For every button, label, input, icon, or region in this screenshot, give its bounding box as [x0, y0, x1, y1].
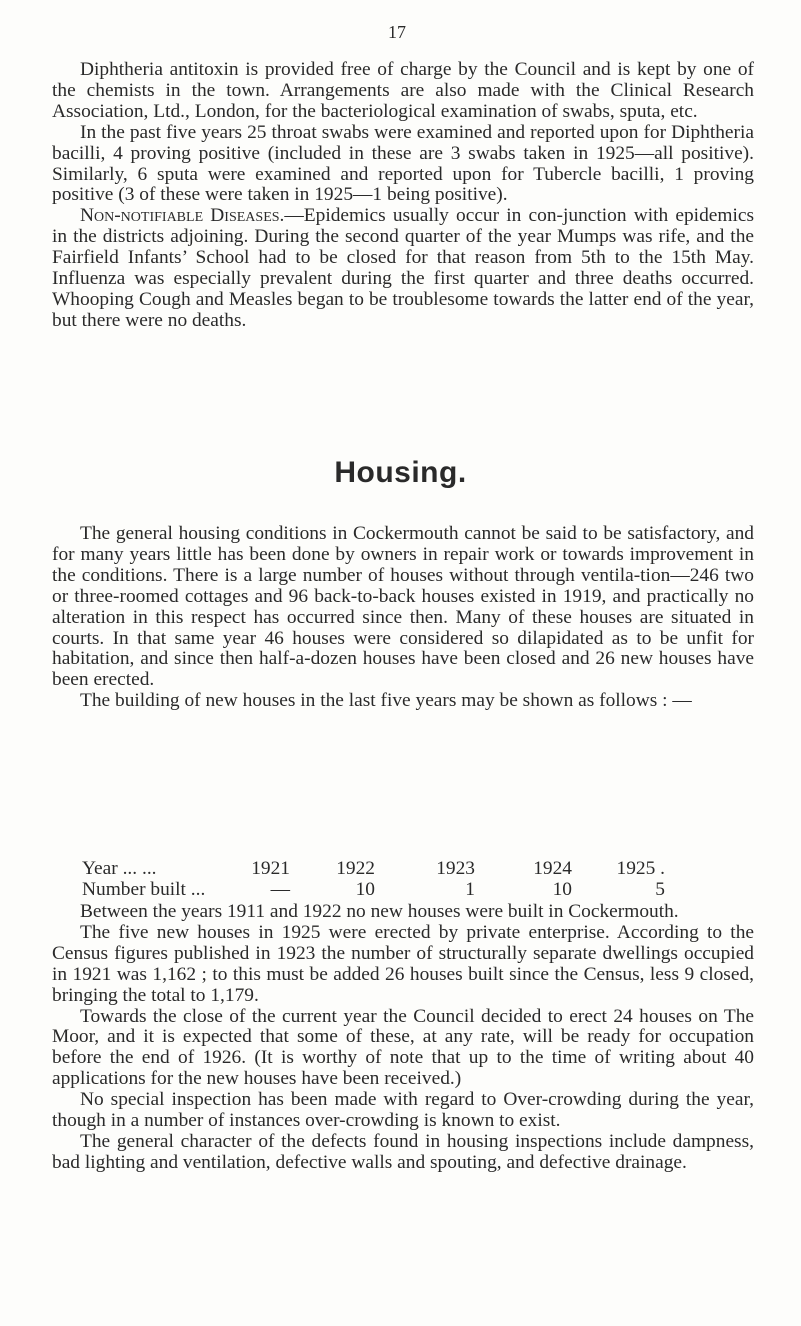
after-table-section	[52, 902, 754, 1174]
paragraph-housing-conditions: The general housing conditions in Cockermouth cannot be said to be satisfactory, and for many years little has been done by owners in repair work or towards improvement in the conditions. There is a large number of houses without through ventila-tion—246 two or three-roomed cottages and 96 back-to-back houses existed in 1919, and practically no alteration in this respect has occurred since then. Many of these houses are situated in courts. In that same year 46 houses were considered so dilapidated as to be unfit for habitation, and since then half-a-dozen houses have been closed and 26 new houses have been erected.	[52, 523, 754, 691]
intro-section	[52, 60, 754, 332]
paragraph-building-intro: The building of new houses in the last five years may be shown as follows : —	[80, 690, 692, 712]
page-number: 17	[388, 22, 406, 42]
table-built-cell: 5	[655, 879, 665, 900]
table-built-cell: 1	[465, 879, 475, 900]
table-year-cell: 1923	[436, 858, 475, 879]
table-year-cell: 1924	[533, 858, 572, 879]
table-year-cell: 1925 .	[616, 858, 665, 879]
paragraph-overcrowding: No special inspection has been made with regard to Over-crowding during the year, though in a number of instances over-crowding is known to exist.	[52, 1089, 754, 1132]
table-row-year	[82, 858, 762, 879]
table-year-cell: 1921	[251, 858, 290, 879]
housing-heading: Housing.	[334, 456, 467, 489]
paragraph-defects: The general character of the defects found in housing inspections include dampness, bad lighting and ventilation, defective walls and spouting, and defective drainage.	[52, 1130, 754, 1173]
table-built-cell: —	[270, 879, 290, 900]
paragraph-council-houses: Towards the close of the current year the Council decided to erect 24 houses on The Moor, and it is expected that some of these, at any rate, will be ready for occupation before the end of 1926. (It is worthy of note that up to the time of writing about 40 applications for the new houses have been received.)	[52, 1005, 754, 1090]
table-built-cell: 10	[552, 879, 572, 900]
paragraph-swabs-examined: In the past five years 25 throat swabs were examined and reported upon for Diphtheria bacilli, 4 proving positive (included in these are 3 swabs taken in 1925—all positive). Similarly, 6 sputa were examined and reported upon for Tubercle bacilli, 1 proving positive (3 of these were taken in 1925—1 being positive).	[52, 121, 754, 206]
houses-built-table	[82, 858, 762, 900]
paragraph-no-new-houses: Between the years 1911 and 1922 no new houses were built in Cockermouth.	[80, 901, 679, 922]
table-label-year: Year ... ...	[82, 858, 157, 879]
table-built-cell: 10	[355, 879, 375, 900]
paragraph-census-figures: The five new houses in 1925 were erected by private enterprise. According to the Census figures published in 1923 the number of structurally separate dwellings occupied in 1921 was 1,162 ; to this must be added 26 houses built since the Census, less 9 closed, bringing the total to 1,179.	[52, 921, 754, 1006]
table-row-number-built	[82, 879, 762, 900]
housing-section	[52, 524, 754, 712]
paragraph-diphtheria-antitoxin: Diphtheria antitoxin is provided free of charge by the Council and is kept by one of the chemists in the town. Arrangements are also made with the Clinical Research Association, Ltd., London, for the bacteriological examination of swabs, sputa, etc.	[52, 59, 754, 122]
paragraph-non-notifiable-diseases	[52, 206, 754, 331]
non-notifiable-heading: Non-notifiable Diseases.	[80, 205, 285, 227]
table-label-number-built: Number built ...	[82, 879, 206, 900]
non-notifiable-text: —Epidemics usually occur in con-junction with epidemics in the districts adjoining. During the second quarter of the year Mumps was rife, and the Fairfield Infants’ School had to be closed for that reason from 5th to the 15th May. Influenza was especially prevalent during the first quarter and three deaths occurred. Whooping Cough and Measles began to be troublesome towards the latter end of the year, but there were no deaths.	[52, 205, 754, 331]
table-year-cell: 1922	[336, 858, 375, 879]
